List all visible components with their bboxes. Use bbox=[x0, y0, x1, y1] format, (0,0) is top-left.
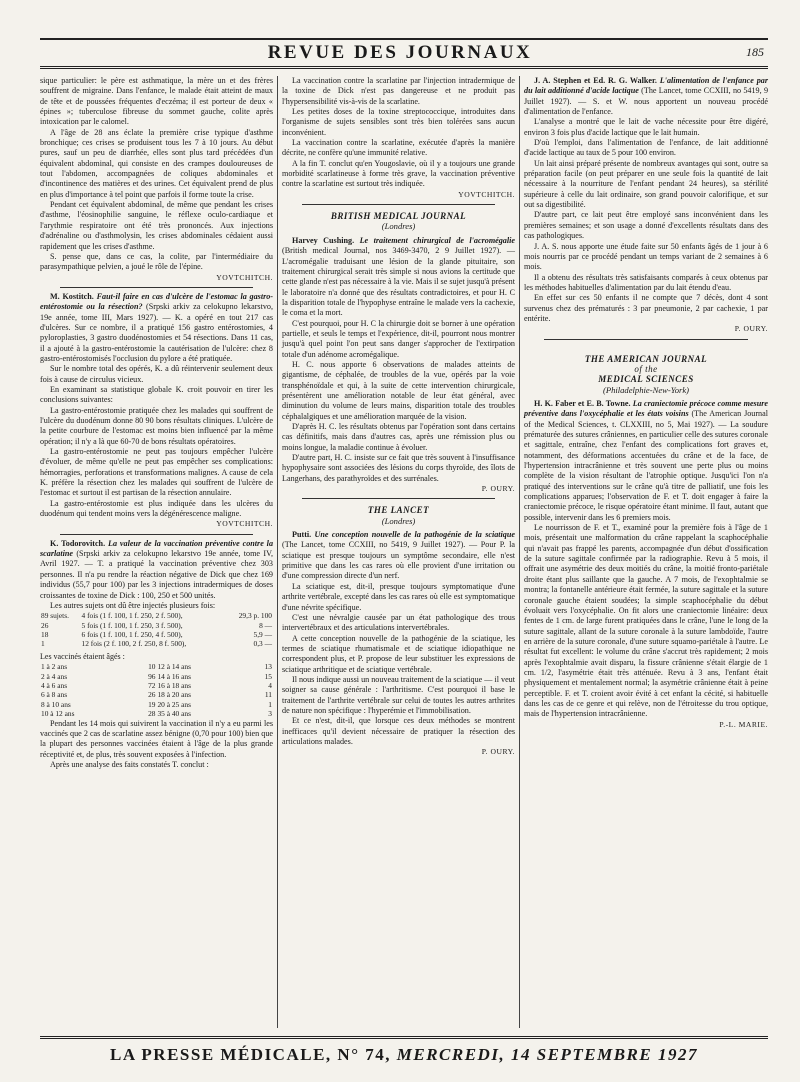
paragraph: H. C. nous apporte 6 observations de malades atteints de gigantisme, de céphalée, de troubles de la vue, opérés par la voie transphénoïdale et qui, à la suite de cette intervention chirurgicale, présentèrent une amélioration notable de leur état général, avec diminution du volume de leurs mains, disparition totale des troubles céphalalgiques et une amélioration marquée de la vision. bbox=[282, 359, 515, 421]
journal-city: (Londres) bbox=[381, 221, 416, 232]
column-divider bbox=[519, 76, 520, 1028]
signature: P. OURY. bbox=[481, 484, 515, 494]
table-cell: 10 bbox=[148, 662, 156, 672]
article-title: La craniectomie précoce comme mesure préventive dans l'oxycéphalie et les états voisins bbox=[524, 398, 769, 419]
journal-heading: THE AMERICAN JOURNAL bbox=[584, 353, 708, 364]
injection-table bbox=[40, 611, 273, 649]
table-cell: 19 bbox=[148, 699, 156, 709]
separator bbox=[60, 287, 253, 288]
ages-table bbox=[40, 662, 273, 718]
table-cell: 5,9 — bbox=[253, 630, 272, 639]
paragraph: A l'âge de 28 ans éclate la première crise typique d'asthme bronchique; ces crises se produisent tous les 7 à 10 jours. Au début pures, sauf un peu de diarrhée, elles sont plus tard précédées d'un équivalent abdominal, qui consiste en des crampes douloureuses de tout l'abdomen, accompagnées de coliques abdominales et d'incontinence des matières et des urines. Cet équivalent prend de plus en plus d'importance à tel point que parfois il forme toute la crise. bbox=[40, 127, 273, 199]
paragraph: Sur le nombre total des opérés, K. a dû réintervenir seulement deux fois à cause de circulus vicieux. bbox=[40, 364, 273, 384]
page-number: 185 bbox=[746, 45, 764, 59]
table-cell: 26 bbox=[41, 620, 49, 630]
article-cushing bbox=[282, 236, 515, 319]
table-cell: 18 à 20 ans bbox=[157, 690, 191, 700]
article-title: L'alimentation de l'enfance par du lait additionné d'acide lactique bbox=[524, 76, 769, 96]
journal-heading-sub: MEDICAL SCIENCES bbox=[598, 374, 694, 385]
paragraph: L'analyse a montré que le lait de vache nécessite pour être digéré, environ 3 fois plus d'acide lactique que le lait humain. bbox=[524, 117, 768, 137]
paragraph: D'autre part, H. C. insiste sur ce fait que très souvent à l'insuffisance hypophysaire sont associées des lésions du corps thyroïde, des îlots de Langerhans, des parathyroïdes et des surrénales. bbox=[282, 453, 515, 483]
table-cell: 8 à 10 ans bbox=[41, 699, 71, 709]
header-rule bbox=[40, 38, 768, 40]
separator bbox=[544, 339, 748, 340]
table-row bbox=[40, 672, 273, 681]
paragraph: La vaccination contre la scarlatine, exécutée d'après la manière décrite, ne confère qu'une immunité relative. bbox=[282, 138, 515, 158]
signature: YOVTCHITCH. bbox=[216, 272, 273, 282]
paragraph: Il nous indique aussi un nouveau traitement de la sciatique — il veut soigner sa cause générale : l'arthritisme. C'est pourquoi il base le traitement de l'arthrite vertébrale sur celui de toutes les autres arthrites de nature non spécifique : l'hyperémie et l'immobilisation. bbox=[282, 674, 515, 715]
page-footer bbox=[40, 1036, 768, 1065]
author: Harvey Cushing. bbox=[292, 235, 355, 245]
table-cell: 18 bbox=[41, 630, 49, 639]
article-citation: (The Lancet, tome CCXIII, no 5419, 9 Juillet 1927). — S. et W. nous apportent un nouveau procédé d'alimentation de l'enfance. bbox=[524, 86, 769, 117]
paragraph: S. pense que, dans ce cas, la colite, par l'intermédiaire du parasympathique pelvien, a joué le rôle de l'épine. bbox=[40, 251, 273, 272]
table-row bbox=[40, 639, 273, 648]
article-citation: (The American Journal of the Medical Sciences, t. CLXXIII, no 5, Mai 1927). — La soudure prématurée des sutures crâniennes, en particulier celle des sutures coronale et sagittale, entraîne, chez l'enfant des complications fort graves et, notamment, des déformations accentuées du crâne et de la face, de l'hypertension intracrânienne et très souvent une perte plus ou moins complète de la vision résultant de l'atrophie optique. Jusqu'ici l'on n'a pratiqué des interventions sur le crâne qu'à titre de palliatif, une fois les complications apparues; l'observation de F. et T. doit engager à faire la craniectomie précoce, le risque opératoire étant minime. Il faut, autant que possible, intervenir dans les 6 premiers mois. bbox=[524, 409, 768, 522]
paragraph: La gastro-entérostomie est plus indiquée dans les ulcères du duodénum qui tendent moins vers la dégénérescence maligne. bbox=[40, 498, 273, 519]
table-cell: 11 bbox=[264, 690, 272, 700]
separator bbox=[302, 498, 495, 499]
table-cell: 6 fois (1 f. 100, 1 f. 250, 4 f. 500), bbox=[81, 630, 183, 639]
paragraph: Pendant les 14 mois qui suivirent la vaccination il n'y a eu parmi les vaccinés que 2 cas de scarlatine assez bénigne (0,70 pour 100) bien que la plupart des personnes vaccinées étaient à l'âge de la plus grande réceptivité et, de plus, très souvent exposées à l'infection. bbox=[40, 718, 273, 759]
journal-city: (Philadelphie-New-York) bbox=[602, 384, 690, 395]
article-putti bbox=[282, 530, 515, 582]
column-2 bbox=[282, 76, 515, 761]
table-row bbox=[40, 621, 273, 630]
paragraph: Un lait ainsi préparé présente de nombreux avantages qui sont, outre sa préparation facile (on peut préparer en une seule fois la quantité de lait nécessaire à la nourriture de l'enfant pendant 24 heures), sa stérilité supérieure à celle du lait ordinaire, son grand pouvoir calorifique, et sur out sa digestibilité. bbox=[524, 158, 768, 210]
paragraph: Il a obtenu des résultats très satisfaisants comparés à ceux obtenus par les méthodes habituelles d'alimentation par du lait étendu d'eau. bbox=[524, 272, 768, 292]
header-double-rule bbox=[40, 66, 768, 69]
table-row bbox=[40, 630, 273, 639]
table-cell: 72 bbox=[148, 680, 156, 690]
author: J. A. Stephen et Ed. R. G. Walker. bbox=[534, 76, 657, 85]
article-citation: (The Lancet, tome CCXIII, no 5419, 9 Juillet 1927). — Pour P. la sciatique est presque toujours un symptôme secondaire, elle n'est primitive que dans les cas rares où elle provient d'une irritation ou d'une compression directe d'un nerf. bbox=[282, 540, 515, 581]
table-cell: 1 à 2 ans bbox=[41, 662, 68, 672]
table-cell: 15 bbox=[264, 671, 272, 681]
author: Putti. bbox=[292, 530, 312, 540]
journal-heading: BRITISH MEDICAL JOURNAL bbox=[330, 211, 467, 222]
table-row bbox=[40, 611, 273, 620]
paragraph: Après une analyse des faits constatés T. conclut : bbox=[50, 759, 209, 769]
paragraph: La gastro-entérostomie ne peut pas toujours empêcher l'ulcère d'évoluer, de même qu'elle ne peut pas empêcher ses complications: hémorragies, perforations et transformations malignes. A cause de cela K. préfère la résection chez les malades qui souffrent de l'ulcère de l'estomac et surtout il est partisan de la résection annulaire. bbox=[40, 447, 273, 498]
table-cell: 16 à 18 ans bbox=[157, 680, 191, 690]
table-cell: 29,3 p. 100 bbox=[238, 611, 272, 621]
table-cell: 13 bbox=[264, 662, 272, 672]
article-todorovitch bbox=[40, 539, 273, 601]
article-title: Une conception nouvelle de la pathogénie de la sciatique bbox=[314, 530, 515, 540]
table-cell: 96 bbox=[148, 671, 156, 681]
table-cell: 3 bbox=[268, 709, 272, 719]
paragraph: D'autre part, ce lait peut être employé sans inconvénient dans les premières semaines; et son usage a donné d'excellents résultats dans des cas pathologiques. bbox=[524, 210, 768, 241]
table-row bbox=[40, 709, 273, 718]
signature: P.-L. MARIE. bbox=[719, 719, 768, 729]
table-cell: 4 bbox=[268, 680, 272, 690]
signature: P. OURY. bbox=[481, 747, 515, 757]
journal-heading: THE LANCET bbox=[367, 505, 430, 516]
footer-journal: LA PRESSE MÉDICALE, N° 74, bbox=[109, 1045, 391, 1064]
table-cell: 35 à 40 ans bbox=[157, 709, 191, 719]
table-cell: 28 bbox=[148, 709, 156, 719]
paragraph: La gastro-entérostomie pratiquée chez les malades qui souffrent de l'ulcère du duodénum donne 80 90 bons résultats cliniques. L'ulcère de la petite courbure de l'estomac est moins bien influencé par la même opération; il n'y a là que 60-70 de bons résultats opératoires. bbox=[40, 405, 273, 446]
table-cell: 1 bbox=[41, 639, 45, 649]
table-cell: 8 — bbox=[259, 620, 272, 630]
article-title: Le traitement chirurgical de l'acromégalie bbox=[359, 235, 515, 245]
table-row bbox=[40, 700, 273, 709]
table-row bbox=[40, 662, 273, 671]
signature: YOVTCHITCH. bbox=[216, 519, 273, 529]
table-cell: 12 à 14 ans bbox=[157, 662, 191, 672]
table-cell: 89 sujets. bbox=[41, 611, 69, 621]
table-row bbox=[40, 681, 273, 690]
article-citation: (Srpski arkiv za celokupno lekarstvo, 19e année, tome III, Mars 1927). — K. a opéré en tout 217 cas d'ulcères. Sur ce nombre, il a pratiqué 156 gastro entérostomies, 4 pyloroplasties, 3 gastro duodénostomies et 54 résections. Dans 11 cas, il a ajouté à la gastro-entérostomie la cautérisation de l'ulcère: chez 8 gastro-entérostomisés l'occlusion du pylore a été pratiquée. bbox=[40, 302, 273, 363]
table-cell: 1 bbox=[268, 699, 272, 709]
author: H. K. Faber et E. B. Towne. bbox=[534, 398, 631, 408]
article-citation: (British medical Journal, nos 3469-3470, 2 9 Juillet 1927). — L'acromégalie traduisant une lésion de la glande pituitaire, son traitement chirurgical serait très simple si nous avions la certitude que cette glande n'est pas nécessaire à la vie. Mais il se sujet jusqu'à présent le laboratoire n'a donné que des résultats contradictoires, et pour H. C la disparition totale de l'hypophyse entraîne le malade vers la cachexie, le coma et la mort. bbox=[282, 246, 515, 318]
article-kostitch bbox=[40, 292, 273, 364]
column-1 bbox=[40, 76, 273, 770]
table-row bbox=[40, 690, 273, 699]
page-header-title: REVUE DES JOURNAUX bbox=[267, 42, 533, 63]
paragraph: En effet sur ces 50 enfants il ne compte que 7 décès, dont 4 sont survenus chez des prématurés : 3 par pneumonie, 2 par cachexie, 1 par entérite. bbox=[524, 293, 768, 323]
journal-city: (Londres) bbox=[381, 515, 416, 526]
column-divider bbox=[277, 76, 278, 1028]
paragraph: A la fin T. conclut qu'en Yougoslavie, où il y a toujours une grande morbidité scarlatineuse à forme très grave, la vaccination préventive contre la scarlatine est surtout très indiquée. bbox=[282, 158, 515, 189]
signature: YOVTCHITCH. bbox=[458, 189, 515, 199]
paragraph: Les autres sujets ont dû être injectés plusieurs fois: bbox=[50, 600, 216, 610]
paragraph: C'est une névralgie causée par un état pathologique des trous intervertébraux et des articulations intervertébrales. bbox=[282, 612, 515, 633]
separator bbox=[60, 534, 253, 535]
author: K. Todorovitch. bbox=[50, 538, 106, 548]
paragraph: La sciatique est, dit-il, presque toujours symptomatique d'une arthrite vertébrale, excepté dans les cas rares où elle est symptomatique d'une névrite spécifique. bbox=[282, 581, 515, 612]
paragraph: C'est pourquoi, pour H. C la chirurgie doit se borner à une opération partielle, et seuls le temps et l'expérience, dit-il, pourront nous montrer jusqu'à quel point l'on peut sans danger s'approcher de l'extirpation totale d'un adénome acromégalique. bbox=[282, 318, 515, 359]
paragraph: D'où l'emploi, dans l'alimentation de l'enfance, de lait additionné d'acide lactique au taux de 5 pour 100 environ. bbox=[524, 138, 768, 158]
article-stephen-walker bbox=[524, 76, 768, 117]
article-faber-towne bbox=[524, 399, 768, 523]
table-cell: 4 à 6 ans bbox=[41, 680, 68, 690]
table-cell: 0,3 — bbox=[253, 639, 272, 649]
table-cell: 4 fois (1 f. 100, 1 f. 250, 2 f. 500), bbox=[81, 611, 183, 621]
table-cell: 10 à 12 ans bbox=[41, 709, 75, 719]
paragraph: sique particulier: le père est asthmatique, la mère un et des frères souffrent de migraine. Dans l'enfance, le malade était atteint de maux de tête et de poussées fréquentes d'eczéma; il est porteur de deux « épines »; tuberculose fibreuse du sommet gauche, colite après intoxication par le calomel. bbox=[40, 76, 273, 127]
paragraph: Les petites doses de la toxine streptococcique, introduites dans l'organisme de sujets sensibles sont très bien tolérées sans aucun inconvénient. bbox=[282, 107, 515, 137]
table-cell: 2 à 4 ans bbox=[41, 671, 68, 681]
journal-heading-of: of the bbox=[634, 363, 658, 374]
article-citation: (Srpski arkiv za celokupno lekarstvo 19e année, tome IV, Avril 1927. — T. a pratiqué la vaccination préventive chez 303 personnes. Il n'a pu rendre la réaction négative de Dick que chez 169 individus (55,7 pour 100) par les 3 injections intradermiques de doses croissantes de toxine de Dick : 100, 250 et 500 unités. bbox=[40, 549, 273, 600]
table-cell: 26 bbox=[148, 690, 156, 700]
table-cell: 5 fois (1 f. 100, 1 f. 250, 3 f. 500), bbox=[81, 620, 183, 630]
paragraph: J. A. S. nous apporte une étude faite sur 50 enfants âgés de 1 jour à 6 mois nourris par ce procédé pendant un temps variant de 2 semaines à 6 mois. bbox=[524, 241, 768, 272]
table-cell: 6 à 8 ans bbox=[41, 690, 68, 700]
column-3 bbox=[524, 76, 768, 733]
table-cell: 14 à 16 ans bbox=[157, 671, 191, 681]
author: M. Kostitch. bbox=[50, 291, 94, 301]
footer-date: MERCREDI, 14 SEPTEMBRE 1927 bbox=[396, 1045, 698, 1064]
paragraph: Pendant cet équivalent abdominal, de même que pendant les crises d'asthme, l'éosinophilie sanguine, le réflexe oculo-cardiaque et l'arythmie respiratoire ont été très prononcés. Aux injections d'adrénaline ou d'asthmolysin, les crises abdominales cédaient aussi rapidement que les crises d'asthme. bbox=[40, 200, 273, 251]
table-cell: 12 fois (2 f. 100, 2 f. 250, 8 f. 500), bbox=[81, 639, 187, 649]
separator bbox=[302, 204, 495, 205]
article-title: La valeur de la vaccination préventive contre la scarlatine bbox=[40, 538, 274, 559]
ages-heading: Les vaccinés étaient âgés : bbox=[40, 651, 125, 661]
signature: P. OURY. bbox=[734, 324, 768, 334]
paragraph: Le nourrisson de F. et T., examiné pour la première fois à l'âge de 1 mois, présentait une malformation du crâne rappelant la scaphocéphalie qui n'avait pas frappé les parents, accompagnée d'un début d'ossification de la suture sagittale confirmée par la radiographie. Revu à 5 mois, il offrait une asymétrie des deux moitiés du crâne, la moitié fronto-pariétale droite étant plus saillante que la gauche. A 7 mois, de l'exophtalmie se montra; la fontanelle antérieure était fermée, la suture sagittale et la suture coronale gauche étaient soudées; la simple scaphocéphalie du début évoluait vers l'oxycéphalie. On fit alors une craniectomie linéaire: deux fentes de 1 cm. de large furent pratiquées dans le crâne, l'une le long de la suture sagittale, allant de la suture coronale à la suture lambdoïde, l'autre en arrière de la suture coronale, d'une suture squamo-pariétale à l'autre. Le résultat fut excellent: le volume du crâne s'accrut très rapidement; 2 mois après l'exophtalmie avait disparu, la fissure crânienne s'était élargie de 1 cm. 1/2, l'asymétrie était très atténuée. Revu à 3 ans, l'enfant était physiquement et mentalement normal; la asymétrie crânienne était à peine perceptible. F. et T. croient avoir évité à cet enfant la cécité, si habituelle dans les cas de ce genre et qui relève, non de l'étroitesse du trou optique, mais de l'hypertension intracrânienne. bbox=[524, 523, 768, 719]
paragraph: A cette conception nouvelle de la pathogénie de la sciatique, les termes de sciatique rhumatismale et de sciatique idiopathique ne correspondent plus, et P. propose de leur substituer les expressions de sciatique arthritique et de sciatique vertébrale. bbox=[282, 633, 515, 674]
paragraph: Et ce n'est, dit-il, que lorsque ces deux méthodes se montrent inefficaces qu'il devient nécessaire de pratiquer la résection des articulations malades. bbox=[282, 716, 515, 746]
paragraph: En examinant sa statistique globale K. croit pouvoir en tirer les conclusions suivantes: bbox=[40, 384, 273, 405]
table-cell: 20 à 25 ans bbox=[157, 699, 191, 709]
paragraph: La vaccination contre la scarlatine par l'injection intradermique de la toxine de Dick n'est pas dangereuse et ne produit pas l'hypersensibilité vis-à-vis de la scarlatine. bbox=[282, 76, 515, 106]
paragraph: D'après H. C. les résultats obtenus par l'opération sont dans certains cas définitifs, mais dans d'autres cas, après une rémission plus ou moins longue, la maladie continue à évoluer. bbox=[282, 422, 515, 452]
article-title: Faut-il faire en cas d'ulcère de l'estomac la gastro-entérostomie ou la résection? bbox=[40, 291, 274, 312]
